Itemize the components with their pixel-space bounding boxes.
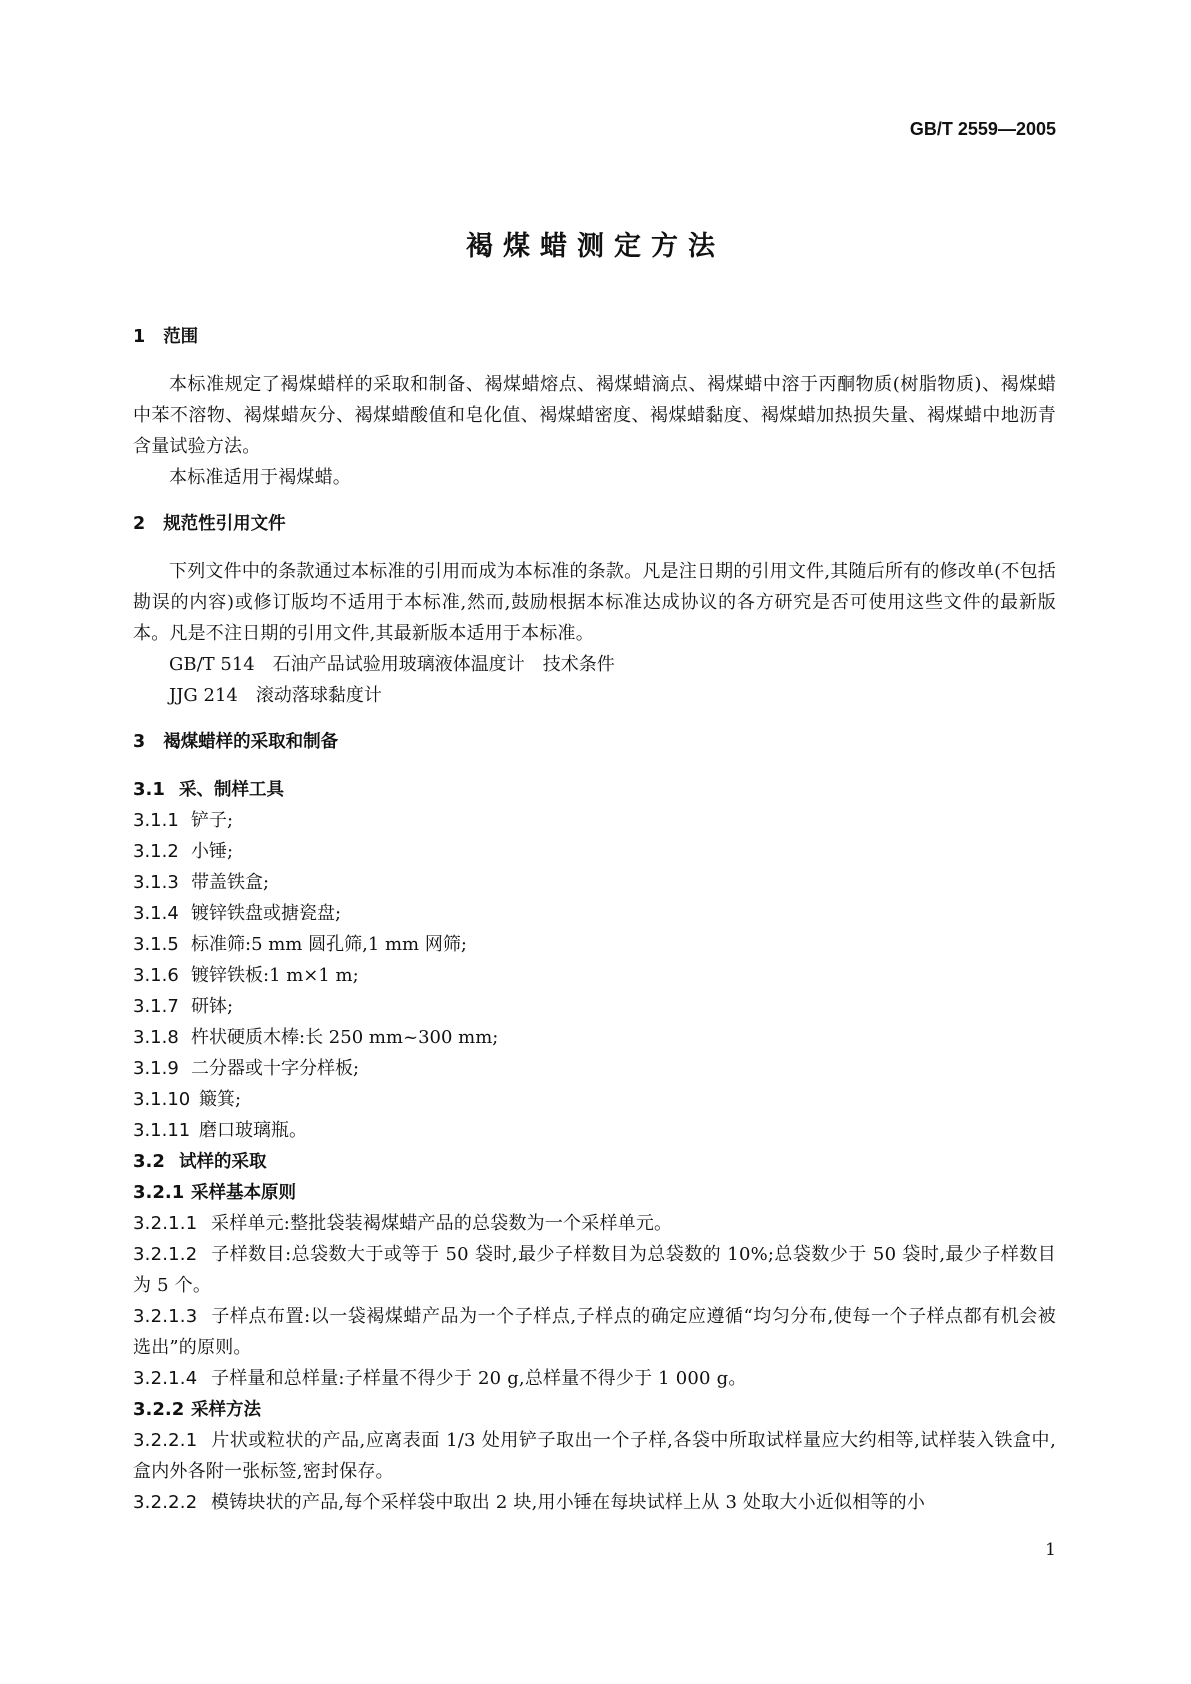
clause-number: 3.1.7 <box>133 996 179 1017</box>
clause-text: 镀锌铁板:1 m×1 m; <box>191 965 359 986</box>
clause-number: 3.1.8 <box>133 1027 179 1048</box>
clause-paragraph <box>133 1301 1056 1363</box>
clause-text: 二分器或十字分样板; <box>191 1058 360 1079</box>
list-item <box>133 1022 1056 1053</box>
clause-text: 子样点布置:以一袋褐煤蜡产品为一个子样点,子样点的确定应遵循“均匀分布,使每一个子样点都有机会被选出”的原则。 <box>133 1306 1056 1358</box>
clause-text: 子样量和总样量:子样量不得少于 20 g,总样量不得少于 1 000 g。 <box>211 1368 747 1389</box>
section-2-heading <box>133 509 1056 540</box>
clause-text: 簸箕; <box>199 1089 242 1110</box>
clause-paragraph <box>133 1239 1056 1301</box>
reference-item <box>133 680 1056 711</box>
clause-text: 磨口玻璃瓶。 <box>199 1120 307 1141</box>
document-title: 褐煤蜡测定方法 <box>466 231 725 262</box>
subsection-number: 3.2.1 <box>133 1182 185 1203</box>
clause-number: 3.2.1.4 <box>133 1368 198 1389</box>
subsection-title: 采样方法 <box>191 1400 261 1420</box>
subsection-3-1-heading <box>133 774 1056 805</box>
standard-number: GB/T 2559—2005 <box>909 119 1056 139</box>
clause-text: 模铸块状的产品,每个采样袋中取出 2 块,用小锤在每块试样上从 3 处取大小近似相等的小 <box>211 1492 926 1513</box>
clause-number: 3.2.1.3 <box>133 1306 198 1327</box>
clause-text: 杵状硬质木棒:长 250 mm~300 mm; <box>191 1027 499 1048</box>
list-item <box>133 836 1056 867</box>
list-item <box>133 805 1056 836</box>
clause-number: 3.1.1 <box>133 810 179 831</box>
clause-number: 3.1.3 <box>133 872 179 893</box>
clause-number: 3.1.5 <box>133 934 179 955</box>
document-body <box>133 322 1056 1518</box>
clause-text: 镀锌铁盘或搪瓷盘; <box>191 903 342 924</box>
clause-text: 片状或粒状的产品,应离表面 1/3 处用铲子取出一个子样,各袋中所取试样量应大约相等,试样装入铁盒中,盒内外各附一张标签,密封保存。 <box>133 1430 1056 1482</box>
section-number: 1 <box>133 327 146 347</box>
subsection-number: 3.2.2 <box>133 1399 185 1420</box>
clause-paragraph <box>133 1208 1056 1239</box>
section-1-paragraph-2: 本标准适用于褐煤蜡。 <box>169 467 351 488</box>
subsection-title: 试样的采取 <box>179 1152 267 1172</box>
clause-text: 标准筛:5 mm 圆孔筛,1 mm 网筛; <box>191 934 467 955</box>
reference-name: 滚动落球黏度计 <box>255 685 382 706</box>
section-title: 规范性引用文件 <box>163 514 286 534</box>
subsection-title: 采、制样工具 <box>179 780 284 800</box>
clause-text: 采样单元:整批袋装褐煤蜡产品的总袋数为一个采样单元。 <box>211 1213 673 1234</box>
section-1-paragraph: 本标准规定了褐煤蜡样的采取和制备、褐煤蜡熔点、褐煤蜡滴点、褐煤蜡中溶于丙酮物质(树脂物质)、褐煤蜡中苯不溶物、褐煤蜡灰分、褐煤蜡酸值和皂化值、褐煤蜡密度、褐煤蜡黏度、褐煤蜡加热损失量、褐煤蜡中地沥青含量试验方法。 <box>133 374 1056 457</box>
clause-paragraph <box>133 1487 1056 1518</box>
clause-number: 3.2.1.2 <box>133 1244 198 1265</box>
section-1-heading <box>133 322 1056 353</box>
section-number: 2 <box>133 514 146 534</box>
list-item <box>133 960 1056 991</box>
list-item <box>133 929 1056 960</box>
clause-number: 3.1.10 <box>133 1089 191 1110</box>
clause-number: 3.1.4 <box>133 903 179 924</box>
clause-number: 3.1.9 <box>133 1058 179 1079</box>
section-2-paragraph: 下列文件中的条款通过本标准的引用而成为本标准的条款。凡是注日期的引用文件,其随后所有的修改单(不包括勘误的内容)或修订版均不适用于本标准,然而,鼓励根据本标准达成协议的各方研究是否可使用这些文件的最新版本。凡是不注日期的引用文件,其最新版本适用于本标准。 <box>133 561 1056 644</box>
list-item <box>133 1115 1056 1146</box>
list-item <box>133 991 1056 1022</box>
section-3-heading <box>133 727 1056 758</box>
clause-text: 研钵; <box>191 996 234 1017</box>
clause-text: 子样数目:总袋数大于或等于 50 袋时,最少子样数目为总袋数的 10%;总袋数少于 50 袋时,最少子样数目为 5 个。 <box>133 1244 1056 1296</box>
subsection-3-2-2-heading <box>133 1394 1056 1425</box>
list-item <box>133 1053 1056 1084</box>
clause-number: 3.2.2.2 <box>133 1492 198 1513</box>
clause-number: 3.1.6 <box>133 965 179 986</box>
clause-number: 3.2.1.1 <box>133 1213 198 1234</box>
reference-name: 石油产品试验用玻璃液体温度计 技术条件 <box>272 654 615 675</box>
clause-paragraph <box>133 1363 1056 1394</box>
reference-code: GB/T 514 <box>169 654 255 675</box>
list-item <box>133 867 1056 898</box>
clause-paragraph <box>133 1425 1056 1487</box>
list-item <box>133 1084 1056 1115</box>
reference-item <box>133 649 1056 680</box>
clause-number: 3.1.11 <box>133 1120 191 1141</box>
clause-number: 3.2.2.1 <box>133 1430 198 1451</box>
clause-text: 小锤; <box>191 841 234 862</box>
list-item <box>133 898 1056 929</box>
page-number: 1 <box>1045 1540 1056 1560</box>
subsection-3-2-1-heading <box>133 1177 1056 1208</box>
clause-number: 3.1.2 <box>133 841 179 862</box>
subsection-3-2-heading <box>133 1146 1056 1177</box>
clause-text: 带盖铁盒; <box>191 872 270 893</box>
subsection-title: 采样基本原则 <box>191 1183 296 1203</box>
reference-code: JJG 214 <box>169 685 238 706</box>
section-number: 3 <box>133 732 146 752</box>
clause-text: 铲子; <box>191 810 234 831</box>
subsection-number: 3.2 <box>133 1151 165 1172</box>
section-title: 褐煤蜡样的采取和制备 <box>163 732 339 752</box>
section-title: 范围 <box>163 327 199 347</box>
subsection-number: 3.1 <box>133 779 165 800</box>
